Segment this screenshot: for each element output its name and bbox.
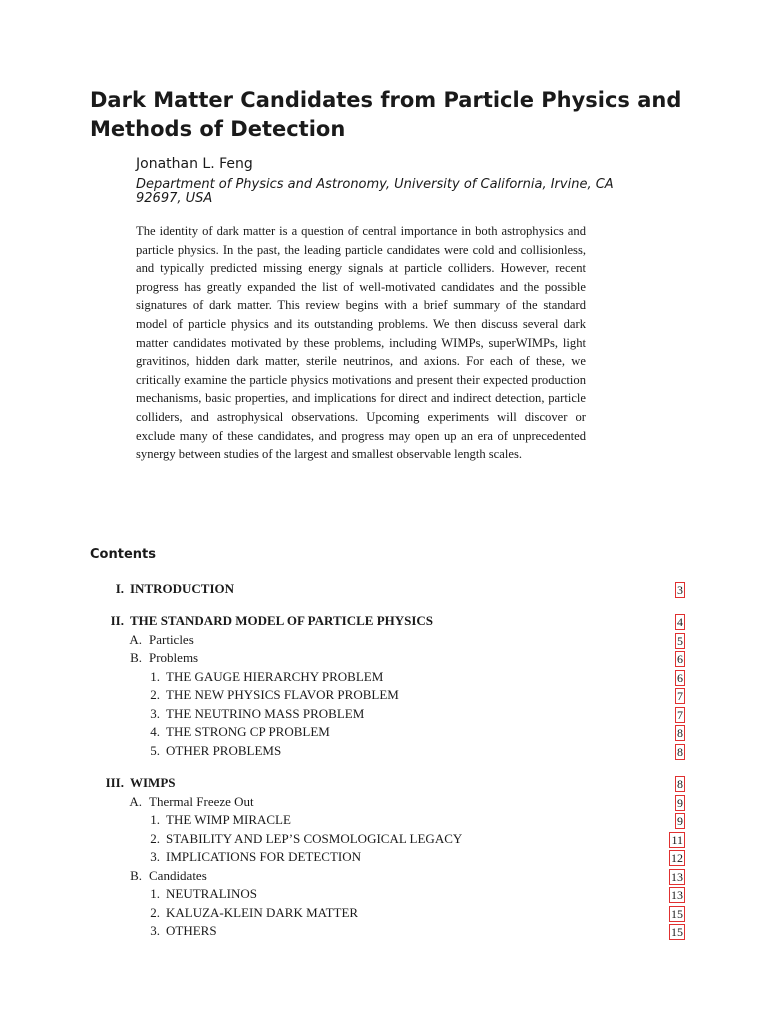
toc-entry [90, 904, 685, 922]
toc-page-link[interactable]: 8 [677, 745, 683, 759]
toc-page-link[interactable]: 11 [671, 833, 683, 847]
toc-page-link[interactable]: 5 [677, 634, 683, 648]
toc-entry [90, 723, 685, 741]
toc-entry-number: 2. [150, 831, 160, 846]
toc-entry [90, 580, 685, 598]
toc-page-link[interactable]: 3 [677, 583, 683, 597]
toc-entry-label: Thermal Freeze Out [149, 794, 254, 809]
toc-entry-label: Problems [149, 650, 199, 665]
toc-page-link[interactable]: 8 [677, 726, 683, 740]
toc-entry-number: 2. [150, 687, 160, 702]
toc-page-link[interactable]: 15 [671, 907, 683, 921]
toc-entry [90, 793, 685, 811]
toc-entry-number: II. [110, 613, 124, 628]
toc-entry-number: 4. [150, 724, 160, 739]
toc-entry [90, 705, 685, 723]
toc-entry-label: STABILITY AND LEP’S COSMOLOGICAL LEGACY [166, 831, 463, 846]
toc-entry-number: B. [130, 650, 142, 665]
toc-entry-label: THE GAUGE HIERARCHY PROBLEM [166, 669, 384, 684]
toc-entry [90, 811, 685, 829]
toc-entry [90, 885, 685, 903]
toc-entry-number: 3. [150, 849, 160, 864]
toc-entry-number: 1. [150, 886, 160, 901]
toc-entry [90, 686, 685, 704]
toc-entry-number: III. [105, 775, 124, 790]
toc-entry-number: 1. [150, 812, 160, 827]
toc-page-link[interactable]: 8 [677, 777, 683, 791]
toc-page-link[interactable]: 15 [671, 925, 683, 939]
toc-page-link[interactable]: 13 [671, 888, 683, 902]
toc-page-link[interactable]: 9 [677, 814, 683, 828]
toc-entry [90, 742, 685, 760]
toc-page-link[interactable]: 7 [677, 708, 683, 722]
toc-page-link[interactable]: 6 [677, 652, 683, 666]
toc-entry-label: WIMPS [130, 775, 176, 790]
toc-entry-number: A. [129, 794, 142, 809]
toc-page-link[interactable]: 7 [677, 689, 683, 703]
toc-entry [90, 612, 685, 630]
toc-entry [90, 867, 685, 885]
toc-entry-number: B. [130, 868, 142, 883]
toc-entry-number: 5. [150, 743, 160, 758]
abstract: The identity of dark matter is a question of central importance in both astrophysics and particle physics. In the past, the leading particle candidates were cold and collisionless, and typically predicted missing energy signals at particle colliders. However, recent progress has greatly expanded the list of well-motivated candidates and the possible signatures of dark matter. This review begins with a brief summary of the standard model of particle physics and its outstanding problems. We then discuss several dark matter candidates motivated by these problems, including WIMPs, superWIMPs, light gravitinos, hidden dark matter, sterile neutrinos, and axions. For each of these, we critically examine the particle physics motivations and present their expected production mechanisms, basic properties, and implications for direct and indirect detection, particle colliders, and astrophysical observations. Upcoming experiments will discover or exclude many of these candidates, and progress may open up an era of unprecedented synergy between studies of the largest and smallest observable length scales. [136, 224, 586, 462]
toc-entry-label: Particles [149, 632, 194, 647]
toc-page-link[interactable]: 9 [677, 796, 683, 810]
toc-entry-number: A. [129, 632, 142, 647]
toc-entry [90, 830, 685, 848]
toc-entry-label: THE STRONG CP PROBLEM [166, 724, 330, 739]
paper-title: Dark Matter Candidates from Particle Physics and Methods of Detection [90, 88, 682, 141]
toc-entry-label: THE NEW PHYSICS FLAVOR PROBLEM [166, 687, 399, 702]
toc-entry [90, 922, 685, 940]
toc-entry-number: I. [115, 581, 124, 596]
toc-entry-label: THE STANDARD MODEL OF PARTICLE PHYSICS [130, 613, 434, 628]
toc-entry-label: OTHER PROBLEMS [166, 743, 282, 758]
toc-entry-number: 3. [150, 923, 160, 938]
toc-entry-number: 2. [150, 905, 160, 920]
toc-entry [90, 848, 685, 866]
toc-entry-label: THE NEUTRINO MASS PROBLEM [166, 706, 365, 721]
toc-entry-number: 1. [150, 669, 160, 684]
toc-entry [90, 774, 685, 792]
toc-entry-label: NEUTRALINOS [166, 886, 257, 901]
toc-entry-label: INTRODUCTION [130, 581, 235, 596]
toc-entry-label: Candidates [149, 868, 207, 883]
author-affiliation: Department of Physics and Astronomy, University of California, Irvine, CA 92697, USA [136, 177, 614, 206]
toc-entry-label: THE WIMP MIRACLE [166, 812, 291, 827]
contents-heading: Contents [90, 547, 156, 562]
toc-entry-label: KALUZA-KLEIN DARK MATTER [166, 905, 359, 920]
toc-entry [90, 668, 685, 686]
toc-entry-label: OTHERS [166, 923, 217, 938]
toc-entry [90, 649, 685, 667]
toc-entry-label: IMPLICATIONS FOR DETECTION [166, 849, 361, 864]
toc-page-link[interactable]: 13 [671, 870, 683, 884]
toc-page-link[interactable]: 6 [677, 671, 683, 685]
author-name: Jonathan L. Feng [136, 156, 253, 172]
toc-entry-number: 3. [150, 706, 160, 721]
toc-entry [90, 631, 685, 649]
toc-page-link[interactable]: 4 [677, 615, 683, 629]
toc-page-link[interactable]: 12 [671, 851, 683, 865]
